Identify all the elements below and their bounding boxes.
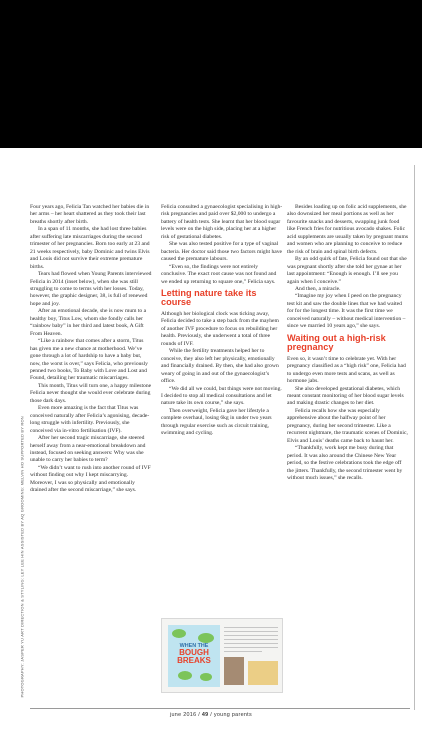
paragraph: “Imagine my joy when I peed on the pregnancy test kit and saw the double lines that we had waited for for the longest time. It was the first time we conceived naturally – without medical intervention – since we married 10 years ago,” she says. — [287, 293, 406, 330]
paragraph: Then overweight, Felicia gave her lifestyle a complete overhaul, losing 6kg in under two years through regular exercise such as circuit training, swimming and cycling. — [161, 407, 272, 437]
subhead-letting-nature: Letting nature take its course — [161, 287, 257, 308]
paragraph: “We did all we could, but things were not moving. I decided to stop all medical consultations and let nature take its own course,” she says. — [161, 385, 282, 407]
paragraph: Besides loading up on folic acid supplements, she also downsized her meal portions as well as her favourite snacks and desserts, swapping junk food like French fries for nutritious avocado shakes. Folic acid supplements are usually taken by pregnant mums and women who are planning to conceive to reduce the risk of brain and spinal birth defects. — [287, 204, 409, 255]
paragraph: Although her biological clock was ticking away, Felicia decided to take a step back from the mayhem of another IVF procedure to focus on rebuilding her health. Previously, she underwent a total of three rounds of IVF. — [161, 310, 279, 347]
paragraph: After an emotional decade, she is now mum to a healthy boy, Titus Low, whom she fondly calls her “rainbow baby” in her third and latest book, A Gift From Heaven. — [30, 308, 147, 337]
paragraph: Tears had flowed when Young Parents interviewed Felicia in 2014 (inset below), when she was still struggling to come to terms with her losses. Today, however, the graphic designer, 38, is full of renewed hope and joy. — [30, 271, 152, 307]
paragraph: Even so, it wasn’t time to celebrate yet. With her pregnancy classified as a “high risk” one, Felicia had to undergo even more tests and scans, as well as hormone jabs. — [287, 355, 406, 385]
paragraph: And then, a miracle. — [295, 285, 341, 292]
inset-previous-article — [161, 618, 283, 693]
inset-text-lines — [224, 627, 278, 655]
photo-credit-text: PHOTOGRAPHY: JASPER YU ART DIRECTION & STYLING: LEY LEE HIN ASSISTED BY AQ GROOMING: MELVIN HO SUPPORTED BY RON — [19, 416, 25, 698]
paragraph: Felicia recalls how she was especially apprehensive about the halfway point of her pregnancy, during her second trimester. Like a recurrent nightmare, the traumatic scenes of Dominic, Elvis and Louis’ deaths came back to haunt her. — [287, 407, 408, 444]
paragraph: Even more amazing is the fact that Titus was conceived naturally after Felicia’s agonising, decade-long struggle with infertility. Previously, she conceived via in-vitro fertilisation (IVF). — [30, 405, 150, 434]
article-column-3 — [287, 204, 409, 482]
photo-credit-vertical — [12, 405, 25, 705]
paragraph: She also developed gestational diabetes, which meant constant monitoring of her blood sugar levels and making drastic changes to her diet. — [287, 385, 404, 407]
inset-title: WHEN THE BOUGH BREAKS — [177, 643, 211, 665]
footer-rule — [30, 708, 410, 709]
paragraph: This month, Titus will turn one, a happy milestone Felicia never thought she would ever celebrate during those dark days. — [30, 382, 152, 404]
magazine-name: young parents — [213, 712, 252, 718]
paragraph: “We didn’t want to rush into another round of IVF without finding out why I kept miscarrying. Moreover, I was so physically and emotionally drained after the second miscarriage,” she says. — [30, 464, 151, 494]
paragraph: She was also tested positive for a type of vaginal bacteria. Her doctor said those two factors might have caused the premature labours. — [161, 241, 283, 263]
footer-date: june 2016 — [170, 712, 197, 718]
paragraph: “Thankfully, work kept me busy during that period. It was also around the Chinese New Year period, so the festive celebrations took the edge off the jitters. Thankfully, the second trimester went by without much issues,” she recalls. — [287, 445, 403, 481]
paragraph: After her second tragic miscarriage, she steered herself away from a near-emotional breakdown and instead, focused on seeking answers: Why was she unable to carry her babies to term? — [30, 435, 146, 464]
paragraph: “Like a rainbow that comes after a storm, Titus has given me a new chance at motherhood. We’ve gone through a lot of hardship to have a baby but, now, the worst is over,” says Felicia, who previously penned two books, To Baby with Love and Lost and Found, detailing her traumatic miscarriages. — [30, 338, 148, 382]
paragraph: In a span of 11 months, she had lost three babies after suffering late miscarriages during the second trimester of her pregnancies. Born too early at 23 and 21 weeks respectively, baby Dominic and twins Elvis and Louis did not survive their extreme premature births. — [30, 226, 150, 270]
inset-artwork — [168, 625, 220, 687]
article-column-2 — [161, 204, 283, 438]
paragraph: By an odd quirk of fate, Felicia found out that she was pregnant shortly after she told her gynae at her last appointment: “Enough is enough. I’ll see you again when I conceive.” — [287, 256, 407, 285]
subhead-high-risk-pregnancy: Waiting out a high-risk pregnancy — [287, 332, 386, 353]
paragraph: While the fertility treatments helped her to conceive, they also left her physically, emotionally and financially drained. By then, she had also grown weary of going in and out of the gynaecologist’s office. — [161, 348, 279, 385]
page-footer: june 2016 / 49 / young parents — [170, 712, 252, 718]
page-number: 49 — [201, 712, 209, 718]
paragraph: Four years ago, Felicia Tan watched her babies die in her arms – her heart shattered as they took their last breaths shortly after birth. — [30, 204, 150, 225]
paragraph: Felicia consulted a gynaecologist specialising in high-risk pregnancies and paid over $2,000 to undergo a battery of health tests. She learnt that her blood sugar levels were on the high side, placing her at a higher risk of gestational diabetes. — [161, 204, 283, 240]
paragraph: “Even so, the findings were not entirely conclusive. The exact root cause was not found and we ended up returning to square one,” Felicia says. — [161, 263, 277, 285]
article-column-1 — [30, 204, 152, 495]
top-black-band — [0, 0, 422, 148]
page-edge-line — [414, 165, 415, 710]
inset-photo — [224, 657, 244, 685]
inset-photo-2 — [248, 661, 278, 685]
